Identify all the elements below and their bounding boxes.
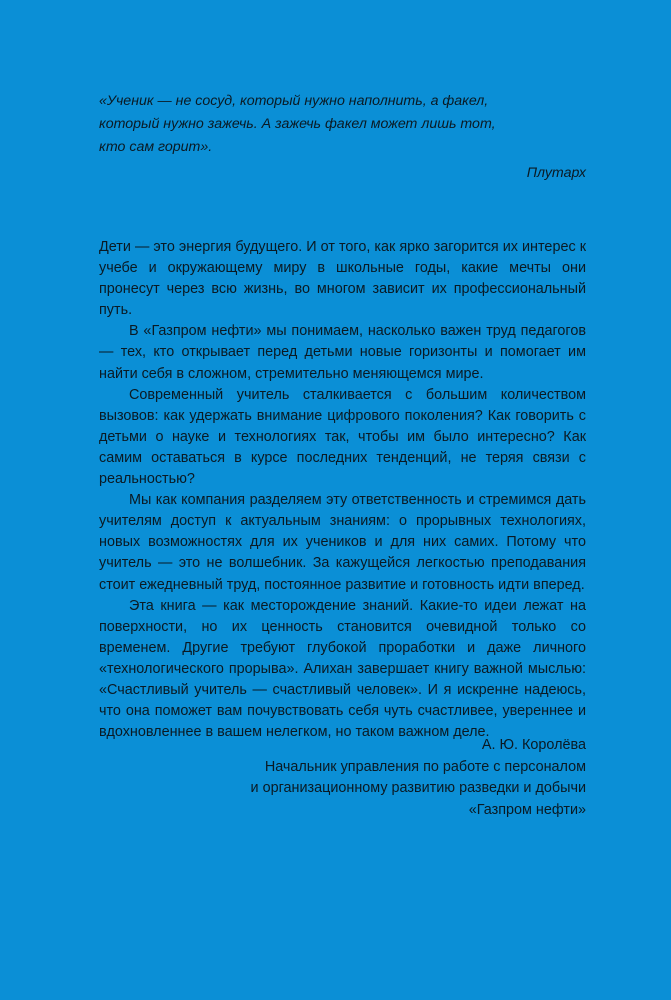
signature <box>99 735 586 821</box>
paragraph: В «Газпром нефти» мы понимаем, насколько важен труд педагогов — тех, кто открывает перед детьми новые горизонты и помогает им найти себя в сложном, стремительно меняющемся мире. <box>99 323 586 382</box>
epigraph <box>99 90 586 159</box>
body-text <box>99 237 586 743</box>
signature-name: А. Ю. Королёва <box>481 737 586 753</box>
paragraph: Современный учитель сталкивается с большим количеством вызовов: как удержать внимание цифрового поколения? Как говорить с детьми о науке и технологиях так, чтобы им было интересно? Как самим оставаться в курсе последних тенденций, не теряя связи с реальностью? <box>99 386 586 488</box>
paragraph: Дети — это энергия будущего. И от того, как ярко загорится их интерес к учебе и окружающему миру в школьные годы, какие мечты они пронесут через всю жизнь, во многом зависит их профессиональный путь. <box>99 239 586 319</box>
epigraph-line: «Ученик — не сосуд, который нужно наполнить, а факел, <box>99 93 489 109</box>
epigraph-line: кто сам горит». <box>99 139 213 155</box>
signature-position-line: «Газпром нефти» <box>468 801 586 818</box>
signature-position-line: и организационному развитию разведки и добычи <box>250 780 586 796</box>
paragraph: Мы как компания разделяем эту ответственность и стремимся дать учителям доступ к актуальным знаниям: о прорывных технологиях, новых возможностях для их учеников и для них самих. Потому что учитель — это не волшебник. За кажущейся легкостью преподавания стоит ежедневный труд, постоянное развитие и готовность идти вперед. <box>99 492 586 593</box>
epigraph-author: Плутарх <box>526 165 586 181</box>
signature-position-line: Начальник управления по работе с персоналом <box>264 758 586 775</box>
epigraph-line: который нужно зажечь. А зажечь факел может лишь тот, <box>99 116 496 132</box>
page-content <box>99 90 586 818</box>
paragraph: Эта книга — как месторождение знаний. Какие-то идеи лежат на поверхности, но их ценность становится очевидной только со временем. Другие требуют глубокой проработки и даже личного «технологического прорыва». Алихан завершает книгу важной мыслью: «Счастливый учитель — счастливый человек». И я искренне надеюсь, что она поможет вам почувствовать себя чуть счастливее, увереннее и вдохновленнее в вашем нелегком, но таком важном деле. <box>99 597 586 741</box>
